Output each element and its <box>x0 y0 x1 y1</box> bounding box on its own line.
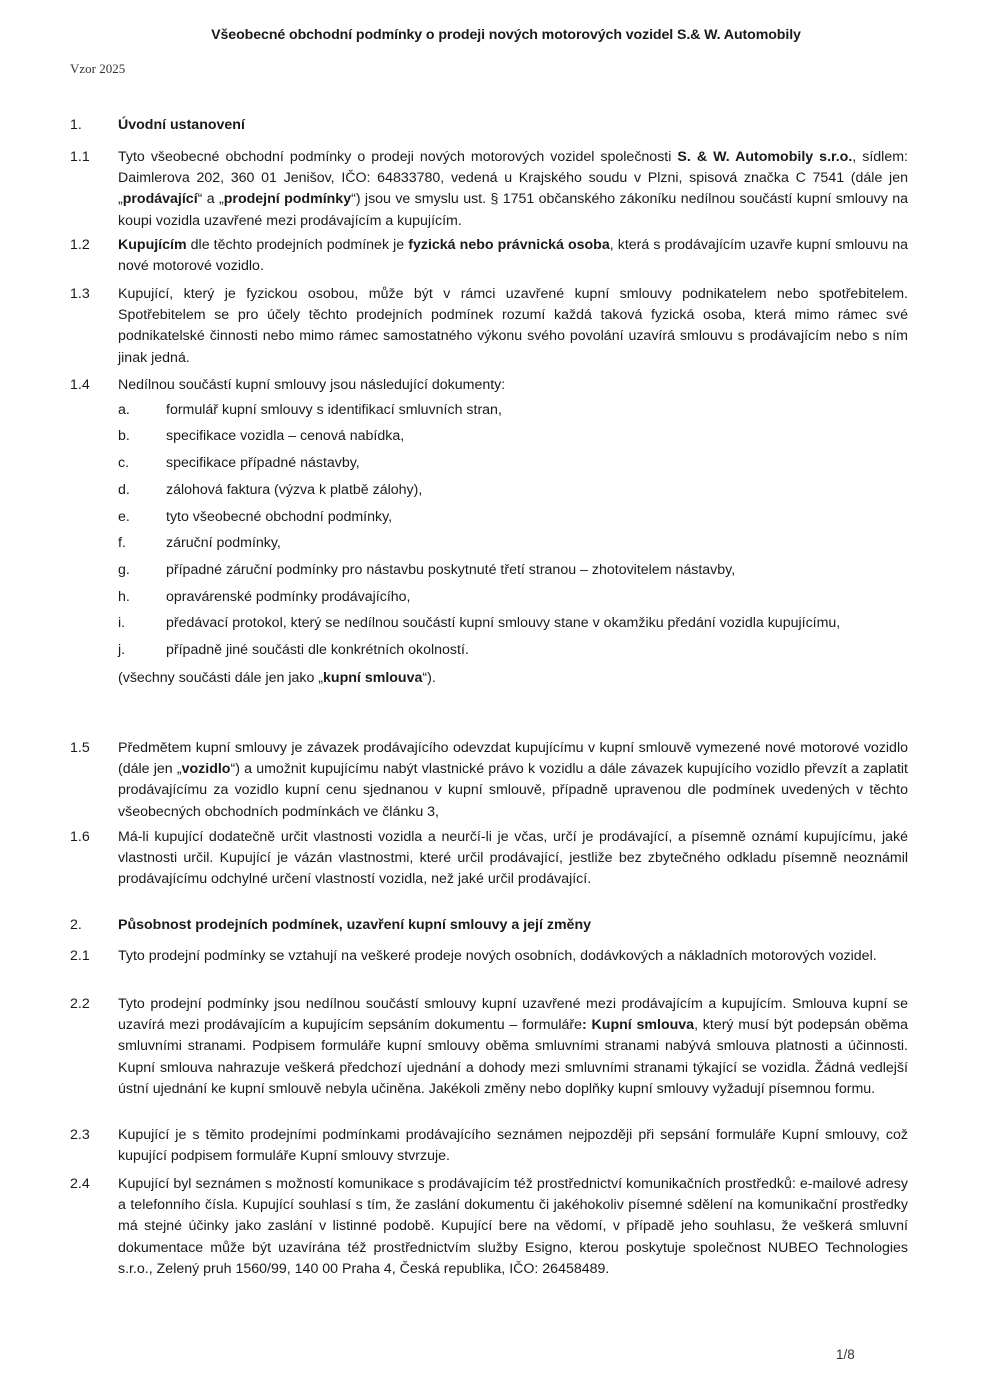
section-number: 1. <box>70 117 82 133</box>
clause-2-3 <box>70 1125 908 1167</box>
clause-text <box>118 284 908 369</box>
text-run: “) jsou ve smyslu ust. § 1751 občanského zákoníku nedílnou součástí kupní smlouvy na koupi vozidla uzavřené mezi prodávajícím a kupujícím. <box>118 191 908 229</box>
list-text: specifikace vozidla – cenová nabídka, <box>166 428 405 444</box>
clause-number: 1.6 <box>70 829 90 845</box>
list-closing-note <box>118 670 436 686</box>
clause-text <box>118 1174 908 1280</box>
section-title: Úvodní ustanovení <box>118 117 245 133</box>
emphasized-term: prodejní podmínky <box>223 191 352 208</box>
text-run: Tyto prodejní podmínky jsou nedílnou součástí smlouvy kupní uzavřené mezi prodávajícím a kupujícím. Smlouva kupní se uzavírá mezi prodávajícím a kupujícím sepsáním dokumentu – formuláře <box>118 996 908 1034</box>
list-text: formulář kupní smlouvy s identifikací smluvních stran, <box>166 402 502 418</box>
text-run: Kupující byl seznámen s možností komunikace s prodávajícím též prostřednictví komunikačních prostředků: e-mailové adresy a telefonního čísla. Kupující souhlasí s tím, že zaslání dokumentu či jakéhokoliv písemné sdělení na komunikační prostředky má stejné účinky jako zaslání v listinné podobě. Kupující bere na vědomí, v případě jeho souhlasu, že veškerá smluvní dokumentace může být uzavírána též prostřednictvím služby Esigno, kterou poskytuje společnost NUBEO Technologies s.r.o., Zelený pruh 1560/99, 140 00 Praha 4, Česká republika, IČO: 26458489. <box>118 1176 908 1277</box>
clause-number: 2.1 <box>70 948 90 964</box>
page-number: 1/8 <box>836 1347 855 1362</box>
text-run: Kupující, který je fyzickou osobou, může být v rámci uzavřené kupní smlouvy podnikatelem nebo spotřebitelem. Spotřebitelem se pro účely těchto prodejních podmínek rozumí každá taková fyzická osoba, která mimo rámec své podnikatelské činnosti nebo mimo rámec samostatného výkonu svého povolání uzavírá smlouvu s prodávajícím nebo s ním jinak jedná. <box>118 286 908 366</box>
list-label: g. <box>118 562 130 578</box>
emphasized-term: vozidlo <box>181 761 231 778</box>
clause-text <box>118 375 908 396</box>
clause-2-1 <box>70 946 908 967</box>
clause-text <box>118 1125 908 1167</box>
text-run: (všechny součásti dále jen jako „ <box>118 670 324 686</box>
list-label: i. <box>118 615 126 631</box>
document-title: Všeobecné obchodní podmínky o prodeji nových motorových vozidel S.& W. Automobily <box>211 27 801 43</box>
list-text: tyto všeobecné obchodní podmínky, <box>166 509 393 525</box>
clause-text <box>118 147 908 232</box>
text-run: “). <box>422 670 436 686</box>
clause-text <box>118 738 908 823</box>
version-label: Vzor 2025 <box>70 61 126 76</box>
clause-number: 1.2 <box>70 237 90 253</box>
section-number: 2. <box>70 917 82 933</box>
text-run: Předmětem kupní smlouvy je závazek prodávajícího odevzdat kupujícímu v kupní smlouvě vymezené nové motorové vozidlo (dále jen „ <box>118 740 908 778</box>
list-label: h. <box>118 589 130 605</box>
clause-text <box>118 946 908 967</box>
clause-text <box>118 994 908 1100</box>
list-text: případné záruční podmínky pro nástavbu poskytnuté třetí stranou – zhotovitelem nástavby, <box>166 562 736 578</box>
list-text: specifikace případné nástavby, <box>166 455 360 471</box>
clause-text <box>118 827 908 891</box>
clause-number: 1.3 <box>70 286 90 302</box>
text-run: “) a umožnit kupujícímu nabýt vlastnické právo k vozidlu a dále závazek kupujícího vozidlo převzít a zaplatit prodávajícímu za vozidlo kupní cenu sjednanou v kupní smlouvě, případně upravenou dle podmínek uvedených v těchto všeobecných obchodních podmínkách ve článku 3, <box>118 761 909 820</box>
clause-number: 1.1 <box>70 149 90 165</box>
list-label: d. <box>118 482 130 498</box>
text-run: Má-li kupující dodatečně určit vlastnosti vozidla a neurčí-li je včas, určí je prodávající, a písemně oznámí kupujícímu, jaké vlastnosti určil. Kupující je vázán vlastnostmi, které určil prodávající, jestliže bez zbytečného odkladu písemně neoznámil prodávajícímu odchylné určení vlastností vozidla, než jaké určil prodávající. <box>118 829 908 888</box>
clause-number: 2.3 <box>70 1127 90 1143</box>
list-label: j. <box>118 642 126 658</box>
section-title: Působnost prodejních podmínek, uzavření kupní smlouvy a její změny <box>118 917 592 933</box>
list-text: předávací protokol, který se nedílnou součástí kupní smlouvy stane v okamžiku předání vozidla kupujícímu, <box>166 615 841 631</box>
list-label: e. <box>118 509 130 525</box>
list-label: a. <box>118 402 130 418</box>
emphasized-term: prodávající <box>122 191 198 208</box>
clause-text <box>118 235 908 277</box>
emphasized-term: kupní smlouva <box>323 670 423 686</box>
list-text: záruční podmínky, <box>166 535 281 551</box>
emphasized-term: : Kupní smlouva <box>582 1017 695 1034</box>
list-label: f. <box>118 535 126 551</box>
emphasized-term: fyzická nebo právnická osoba <box>408 237 610 253</box>
list-text: opravárenské podmínky prodávajícího, <box>166 589 411 605</box>
text-run: , sídlem: Daimlerova 202, 360 01 Jenišov, IČO: 64833780, vedená u Krajského soudu v Plzni, spisová značka C 7541 (dále jen „ <box>118 149 908 208</box>
clause-1-2 <box>70 235 908 277</box>
clause-number: 1.5 <box>70 740 90 756</box>
text-run: , která s prodávajícím uzavře kupní smlouvu na nové motorové vozidlo. <box>118 237 908 275</box>
text-run: Kupující je s těmito prodejními podmínkami prodávajícího seznámen nejpozději při sepsání formuláře Kupní smlouvy, což kupující podpisem formuláře Kupní smlouvy stvrzuje. <box>118 1127 908 1165</box>
clause-1-5 <box>70 738 908 823</box>
text-run: “ a „ <box>197 191 224 208</box>
list-text: zálohová faktura (výzva k platbě zálohy), <box>166 482 423 498</box>
list-text: případně jiné součásti dle konkrétních okolností. <box>166 642 469 658</box>
clause-1-3 <box>70 284 908 369</box>
text-run: Tyto všeobecné obchodní podmínky o prodeji nových motorových vozidel společnosti <box>118 149 678 165</box>
clause-2-2 <box>70 994 908 1100</box>
text-run: Nedílnou součástí kupní smlouvy jsou následující dokumenty: <box>118 377 506 393</box>
clause-1-6 <box>70 827 908 891</box>
text-run: , který musí být podepsán oběma smluvními stranami. Podpisem formuláře kupní smlouvy oběma smluvními stranami nabývá smlouva platnosti a účinnosti. Kupní smlouva nahrazuje veškerá předchozí ujednání a dohody mezi smluvními stranami týkající se vozidla. Žádná vedlejší ústní ujednání ke kupní smlouvě nebyla učiněna. Jakékoli změny nebo doplňky kupní smlouvy vyžadují písemnou formu. <box>118 1017 909 1097</box>
clause-2-4 <box>70 1174 908 1280</box>
emphasized-term: Kupujícím <box>118 237 187 253</box>
clause-1-1 <box>70 147 908 232</box>
clause-number: 1.4 <box>70 377 90 393</box>
emphasized-term: S. & W. Automobily s.r.o. <box>677 149 853 165</box>
clause-number: 2.4 <box>70 1176 90 1192</box>
list-label: c. <box>118 455 130 471</box>
clause-number: 2.2 <box>70 996 90 1012</box>
list-label: b. <box>118 428 130 444</box>
text-run: Tyto prodejní podmínky se vztahují na veškeré prodeje nových osobních, dodávkových a nákladních motorových vozidel. <box>118 948 877 964</box>
text-run: dle těchto prodejních podmínek je <box>186 237 409 253</box>
clause-1-4 <box>70 375 908 396</box>
